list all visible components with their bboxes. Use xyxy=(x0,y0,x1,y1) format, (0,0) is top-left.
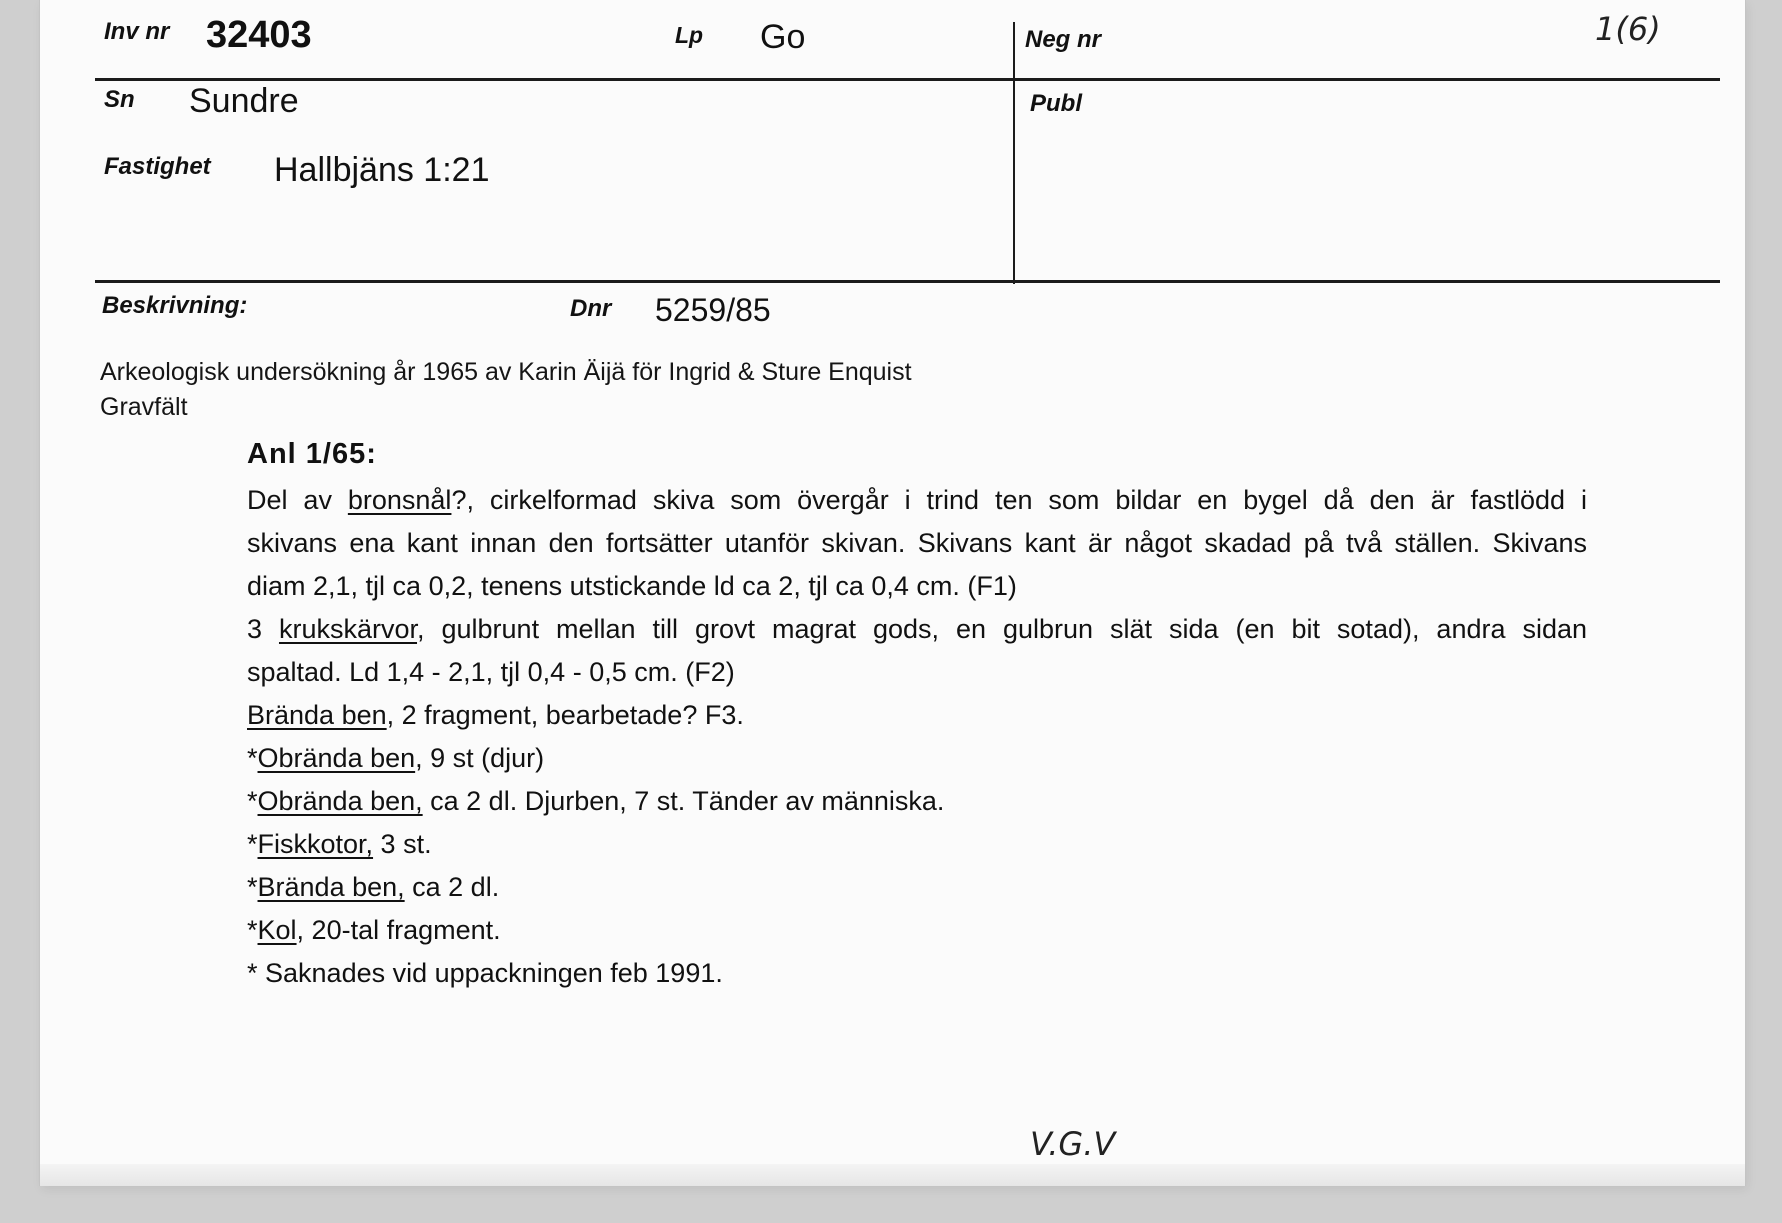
header-block-rule xyxy=(95,280,1720,283)
find-2-prefix: 3 xyxy=(247,614,279,644)
catalog-card xyxy=(40,0,1745,1185)
find-1-prefix: Del av xyxy=(247,485,348,515)
find-3 xyxy=(247,694,1587,737)
find-8 xyxy=(247,909,1587,952)
find-1-text: ?, cirkelformad skiva som övergår i trind ten som bildar en bygel då den är fastlödd i xyxy=(451,485,1587,515)
header-rule xyxy=(95,78,1720,81)
lp-value: Go xyxy=(760,18,806,56)
find-7-prefix: * xyxy=(247,872,258,902)
find-3-text: , 2 fragment, bearbetade? F3. xyxy=(386,700,744,730)
find-4-prefix: * xyxy=(247,743,258,773)
find-5-term: Obrända ben, xyxy=(257,786,423,816)
find-1-term: bronsnål xyxy=(347,485,452,515)
find-8-prefix: * xyxy=(247,915,258,945)
sn-label: Sn xyxy=(104,86,135,113)
find-4-term: Obrända ben xyxy=(257,743,416,773)
find-2-line-1 xyxy=(247,608,1587,651)
find-2-text: , gulbrunt mellan till grovt magrat gods, en gulbrun slät sida (en bit sotad), andra sidan xyxy=(417,614,1587,644)
find-6-prefix: * xyxy=(247,829,258,859)
anl-title: Anl 1/65: xyxy=(247,438,377,470)
dnr-label: Dnr xyxy=(570,295,612,322)
find-2-line-2: spaltad. Ld 1,4 - 2,1, tjl 0,4 - 0,5 cm. (F2) xyxy=(247,657,735,687)
fastighet-value: Hallbjäns 1:21 xyxy=(274,151,490,189)
column-divider xyxy=(1013,22,1015,284)
find-4 xyxy=(247,737,1587,780)
lp-label: Lp xyxy=(675,22,704,48)
find-7-term: Brända ben, xyxy=(257,872,405,902)
find-4-text: , 9 st (djur) xyxy=(415,743,545,773)
find-5-text: ca 2 dl. Djurben, 7 st. Tänder av människa. xyxy=(422,786,945,816)
dnr-value: 5259/85 xyxy=(655,292,771,328)
find-6-text: 3 st. xyxy=(373,829,432,859)
publ-label: Publ xyxy=(1030,90,1082,117)
find-3-term: Brända ben xyxy=(247,700,387,730)
neg-nr-label: Neg nr xyxy=(1025,26,1102,53)
find-5 xyxy=(247,780,1587,823)
sn-value: Sundre xyxy=(189,82,299,120)
inv-nr-label: Inv nr xyxy=(104,18,170,45)
inv-nr-value: 32403 xyxy=(206,14,312,56)
signature: V.G.V xyxy=(1030,1125,1116,1163)
anl-section xyxy=(247,438,1587,995)
intro-line-1: Arkeologisk undersökning år 1965 av Karin Äijä för Ingrid & Sture Enquist xyxy=(100,358,912,386)
find-1-line-1 xyxy=(247,479,1587,522)
find-1-line-3: diam 2,1, tjl ca 0,2, tenens utstickande ld ca 2, tjl ca 0,4 cm. (F1) xyxy=(247,571,1017,601)
find-2-term: krukskärvor xyxy=(278,614,418,644)
find-6-term: Fiskkotor, xyxy=(257,829,374,859)
find-6 xyxy=(247,823,1587,866)
find-1-line-2: skivans ena kant innan den fortsätter utanför skivan. Skivans kant är något skadad på två ställen. Skivans xyxy=(247,528,1587,558)
fastighet-label: Fastighet xyxy=(104,153,211,180)
footnote: * Saknades vid uppackningen feb 1991. xyxy=(247,958,723,988)
intro-line-2: Gravfält xyxy=(100,393,188,421)
find-7 xyxy=(247,866,1587,909)
find-8-term: Kol xyxy=(257,915,297,945)
find-8-text: , 20-tal fragment. xyxy=(296,915,501,945)
page-mark: 1(6) xyxy=(1595,10,1661,48)
beskrivning-label: Beskrivning: xyxy=(102,292,248,319)
find-7-text: ca 2 dl. xyxy=(404,872,500,902)
find-5-prefix: * xyxy=(247,786,258,816)
